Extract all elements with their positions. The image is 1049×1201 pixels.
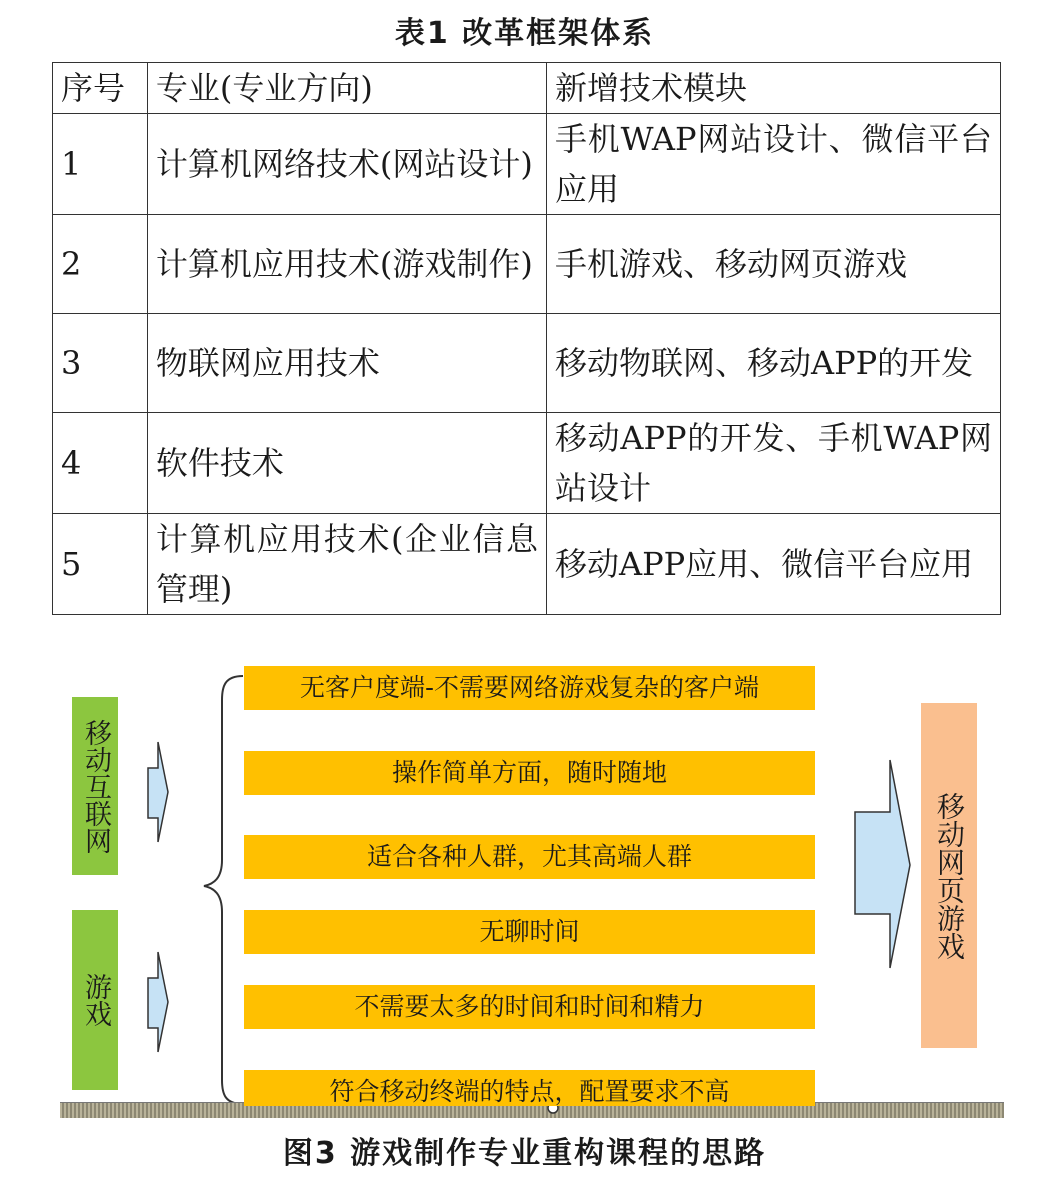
table-title: 表1 改革框架体系 — [394, 16, 655, 51]
game-box: 游戏 — [72, 910, 118, 1090]
header-modules: 新增技术模块 — [546, 63, 1000, 114]
feature-bar: 适合各种人群，尤其高端人群 — [244, 835, 815, 879]
row-major: 计算机应用技术(企业信息管理) — [147, 514, 546, 615]
feature-bar: 符合移动终端的特点，配置要求不高 — [244, 1070, 815, 1106]
figure-caption: 图3 游戏制作专业重构课程的思路 — [282, 1136, 767, 1171]
row-major: 计算机网络技术(网站设计) — [147, 114, 546, 215]
header-major: 专业(专业方向) — [147, 63, 546, 114]
row-major: 软件技术 — [147, 413, 546, 514]
row-index: 4 — [53, 413, 148, 514]
feature-bar: 无客户度端-不需要网络游戏复杂的客户端 — [244, 666, 815, 710]
row-modules: 手机游戏、移动网页游戏 — [546, 215, 1000, 314]
row-index: 2 — [53, 215, 148, 314]
feature-bar: 操作简单方面，随时随地 — [244, 751, 815, 795]
header-index: 序号 — [53, 63, 148, 114]
row-major: 计算机应用技术(游戏制作) — [147, 215, 546, 314]
mobile-internet-box: 移动互联网 — [72, 697, 118, 875]
row-modules: 移动物联网、移动APP的开发 — [546, 314, 1000, 413]
row-modules: 手机WAP网站设计、微信平台应用 — [546, 114, 1000, 215]
row-index: 3 — [53, 314, 148, 413]
mobile-web-game-box: 移动网页游戏 — [921, 703, 977, 1048]
row-modules: 移动APP的开发、手机WAP网站设计 — [546, 413, 1000, 514]
feature-bar: 无聊时间 — [244, 910, 815, 954]
feature-bar: 不需要太多的时间和时间和精力 — [244, 985, 815, 1029]
row-modules: 移动APP应用、微信平台应用 — [546, 514, 1000, 615]
row-major: 物联网应用技术 — [147, 314, 546, 413]
row-index: 1 — [53, 114, 148, 215]
row-index: 5 — [53, 514, 148, 615]
